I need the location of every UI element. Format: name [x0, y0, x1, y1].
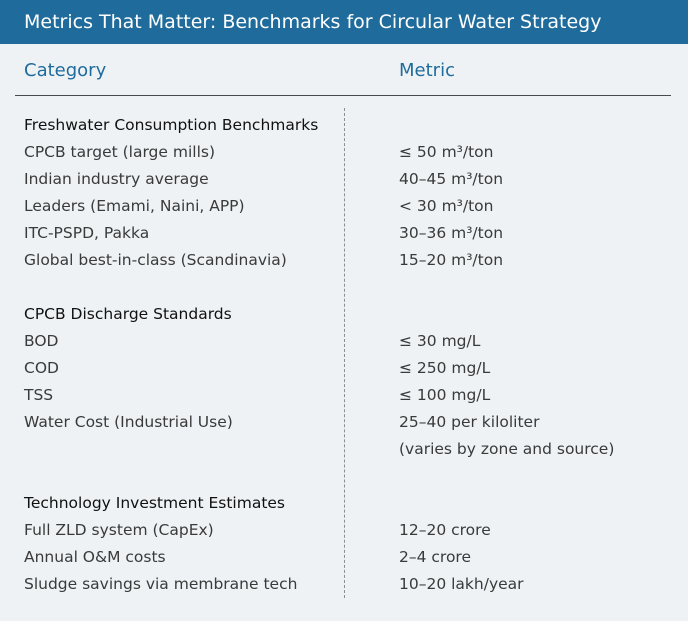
row-label: BOD: [24, 332, 59, 350]
row-label: Leaders (Emami, Naini, APP): [24, 197, 245, 215]
section-title-freshwater: Freshwater Consumption Benchmarks: [24, 116, 319, 134]
row-value: 30–36 m³/ton: [399, 224, 504, 242]
row-label: Indian industry average: [24, 170, 209, 188]
row-label: Sludge savings via membrane tech: [24, 575, 298, 593]
row-value: 10–20 lakh/year: [399, 575, 524, 593]
section-title-investment: Technology Investment Estimates: [24, 494, 286, 512]
page-title: Metrics That Matter: Benchmarks for Circular Water Strategy: [0, 0, 688, 44]
row-value: 15–20 m³/ton: [399, 251, 504, 269]
row-label: TSS: [24, 386, 54, 404]
row-value: < 30 m³/ton: [399, 197, 494, 215]
row-value: 2–4 crore: [399, 548, 472, 566]
row-note: (varies by zone and source): [399, 440, 615, 458]
row-label: Global best-in-class (Scandinavia): [24, 251, 287, 269]
row-label: COD: [24, 359, 59, 377]
section-title-discharge: CPCB Discharge Standards: [24, 305, 232, 323]
row-value: ≤ 50 m³/ton: [399, 143, 494, 161]
row-value: 40–45 m³/ton: [399, 170, 504, 188]
row-label: Water Cost (Industrial Use): [24, 413, 233, 431]
row-value: 25–40 per kiloliter: [399, 413, 540, 431]
row-value: 12–20 crore: [399, 521, 491, 539]
metric-column-header: Metric: [399, 60, 455, 81]
column-divider: [344, 108, 345, 598]
row-label: Annual O&M costs: [24, 548, 166, 566]
row-value: ≤ 30 mg/L: [399, 332, 481, 350]
row-label: ITC-PSPD, Pakka: [24, 224, 150, 242]
row-value: ≤ 250 mg/L: [399, 359, 491, 377]
row-label: Full ZLD system (CapEx): [24, 521, 214, 539]
row-value: ≤ 100 mg/L: [399, 386, 491, 404]
row-label: CPCB target (large mills): [24, 143, 216, 161]
header-divider: [15, 95, 671, 96]
category-column-header: Category: [24, 60, 107, 81]
